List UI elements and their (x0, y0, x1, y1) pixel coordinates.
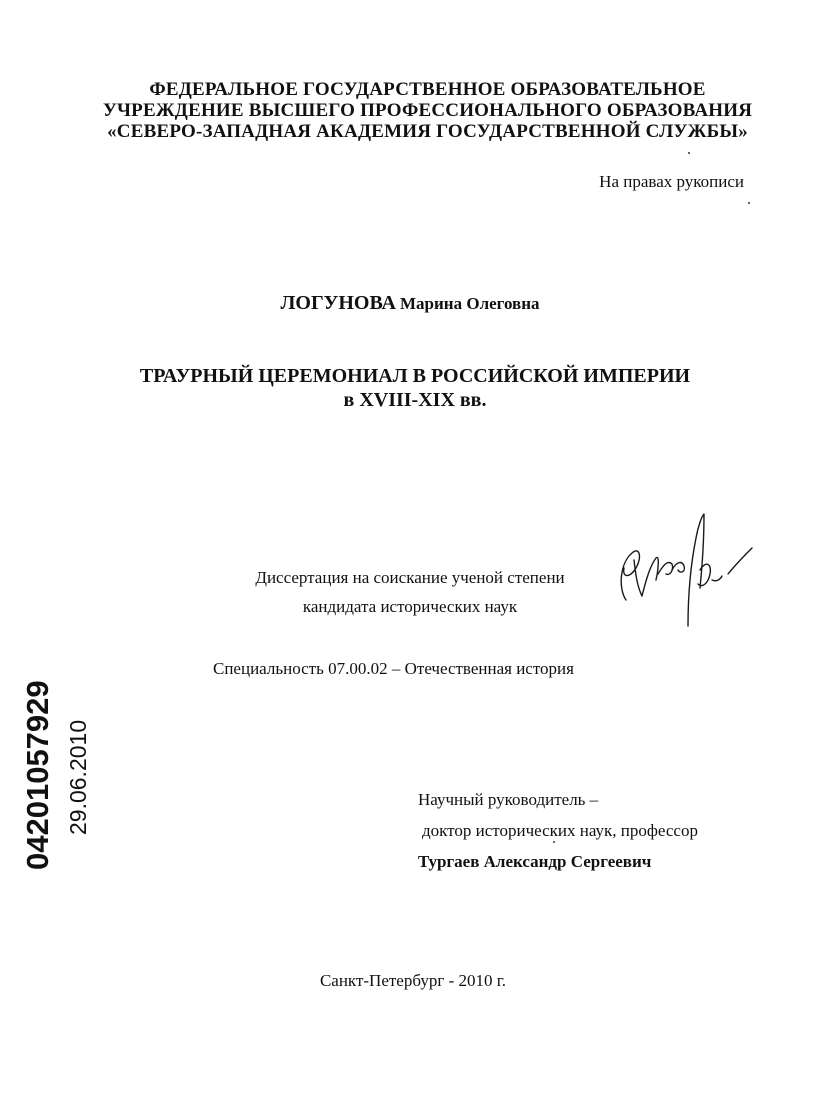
title-line-2: в XVIII-XIX вв. (343, 389, 487, 411)
author-name (0, 292, 820, 315)
institution-line-2: УЧРЕЖДЕНИЕ ВЫСШЕГО ПРОФЕССИОНАЛЬНОГО ОБРАЗОВАНИЯ (102, 100, 753, 121)
city-year: Санкт-Петербург - 2010 г. (319, 971, 507, 990)
handwritten-signature-icon (612, 508, 762, 638)
stamp-date: 29.06.2010 (65, 719, 91, 835)
dissertation-title (110, 364, 720, 412)
title-line-1: ТРАУРНЫЙ ЦЕРЕМОНИАЛ В РОССИЙСКОЙ ИМПЕРИИ (139, 365, 691, 387)
author-given-names: Марина Олеговна (400, 294, 540, 313)
supervisor-degree: доктор исторических наук, профессор (422, 821, 698, 840)
supervisor-label: Научный руководитель – (418, 790, 599, 809)
archive-stamp (20, 640, 94, 875)
degree-line-1: Диссертация на соискание ученой степени (255, 568, 565, 587)
supervisor-name: Тургаев Александр Сергеевич (418, 852, 652, 871)
degree-line-2: кандидата исторических наук (302, 597, 518, 616)
specialty: Специальность 07.00.02 – Отечественная история (213, 659, 574, 678)
scan-speck (748, 202, 750, 204)
degree-statement (230, 563, 590, 621)
scan-speck (553, 841, 555, 843)
stamp-number: 04201057929 (20, 680, 55, 870)
supervisor-block (418, 784, 698, 877)
author-surname: ЛОГУНОВА (280, 292, 396, 314)
institution-header (60, 79, 795, 142)
institution-line-1: ФЕДЕРАЛЬНОЕ ГОСУДАРСТВЕННОЕ ОБРАЗОВАТЕЛЬНОЕ (149, 79, 706, 100)
scan-speck (688, 152, 690, 154)
manuscript-note: На правах рукописи (599, 172, 744, 191)
institution-line-3: «СЕВЕРО-ЗАПАДНАЯ АКАДЕМИЯ ГОСУДАРСТВЕННОЙ СЛУЖБЫ» (107, 121, 748, 142)
